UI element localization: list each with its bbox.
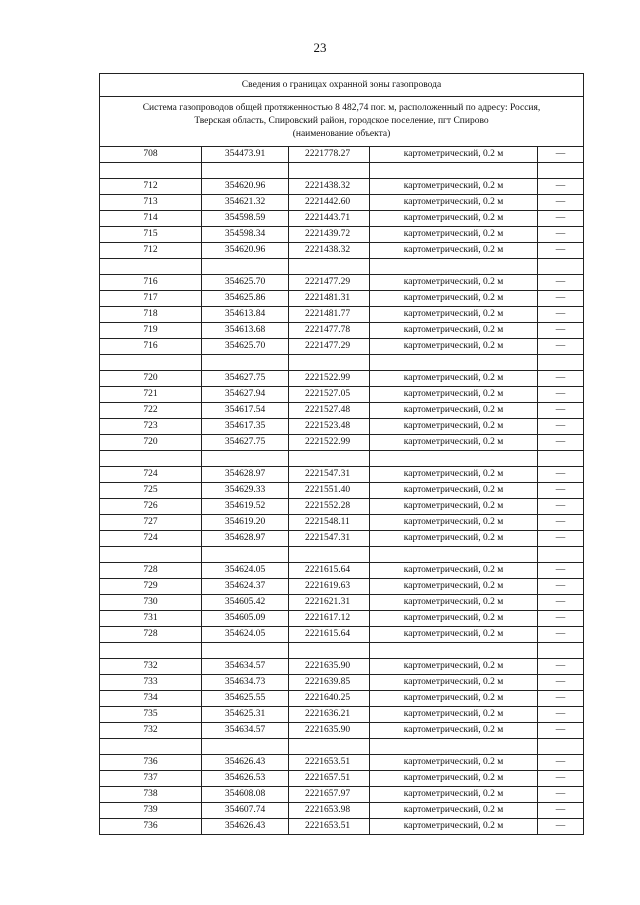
method-cell: картометрический, 0.2 м	[370, 627, 538, 643]
method-cell: картометрический, 0.2 м	[370, 291, 538, 307]
empty-cell	[202, 739, 289, 755]
note-cell: —	[538, 435, 584, 451]
y-coordinate-cell: 2221657.51	[289, 771, 370, 787]
point-number-cell: 731	[100, 611, 202, 627]
note-cell: —	[538, 723, 584, 739]
table-row	[100, 179, 584, 195]
method-cell: картометрический, 0.2 м	[370, 147, 538, 163]
empty-cell	[202, 163, 289, 179]
table-row	[100, 707, 584, 723]
table-row	[100, 307, 584, 323]
note-cell: —	[538, 483, 584, 499]
note-cell: —	[538, 387, 584, 403]
point-number-cell: 720	[100, 435, 202, 451]
note-cell: —	[538, 659, 584, 675]
table-row	[100, 499, 584, 515]
point-number-cell: 721	[100, 387, 202, 403]
y-coordinate-cell: 2221615.64	[289, 563, 370, 579]
empty-cell	[202, 451, 289, 467]
empty-cell	[289, 547, 370, 563]
empty-cell	[289, 643, 370, 659]
table-row	[100, 467, 584, 483]
method-cell: картометрический, 0.2 м	[370, 499, 538, 515]
point-number-cell: 736	[100, 819, 202, 835]
point-number-cell: 727	[100, 515, 202, 531]
x-coordinate-cell: 354621.32	[202, 195, 289, 211]
method-cell: картометрический, 0.2 м	[370, 339, 538, 355]
empty-cell	[202, 259, 289, 275]
y-coordinate-cell: 2221477.29	[289, 339, 370, 355]
table-row	[100, 691, 584, 707]
x-coordinate-cell: 354626.43	[202, 755, 289, 771]
note-cell: —	[538, 611, 584, 627]
point-number-cell: 720	[100, 371, 202, 387]
table-row	[100, 195, 584, 211]
y-coordinate-cell: 2221551.40	[289, 483, 370, 499]
empty-cell	[100, 259, 202, 275]
y-coordinate-cell: 2221653.51	[289, 755, 370, 771]
x-coordinate-cell: 354626.53	[202, 771, 289, 787]
table-row	[100, 403, 584, 419]
table-row	[100, 515, 584, 531]
point-number-cell: 736	[100, 755, 202, 771]
note-cell: —	[538, 579, 584, 595]
description-line-1: Система газопроводов общей протяженностью 8 482,74 пог. м, расположенный по адресу: Россия,	[142, 103, 541, 113]
y-coordinate-cell: 2221477.29	[289, 275, 370, 291]
note-cell: —	[538, 499, 584, 515]
table-row	[100, 611, 584, 627]
y-coordinate-cell: 2221778.27	[289, 147, 370, 163]
note-cell: —	[538, 307, 584, 323]
method-cell: картометрический, 0.2 м	[370, 227, 538, 243]
table-row	[100, 787, 584, 803]
note-cell: —	[538, 787, 584, 803]
page-number: 23	[313, 40, 327, 55]
table-row	[100, 723, 584, 739]
note-cell: —	[538, 323, 584, 339]
empty-cell	[289, 355, 370, 371]
note-cell: —	[538, 403, 584, 419]
y-coordinate-cell: 2221657.97	[289, 787, 370, 803]
point-number-cell: 712	[100, 179, 202, 195]
y-coordinate-cell: 2221617.12	[289, 611, 370, 627]
empty-cell	[538, 451, 584, 467]
y-coordinate-cell: 2221635.90	[289, 659, 370, 675]
table-row	[100, 627, 584, 643]
x-coordinate-cell: 354625.70	[202, 339, 289, 355]
table-row	[100, 371, 584, 387]
empty-cell	[100, 451, 202, 467]
table-row	[100, 675, 584, 691]
table-row	[100, 435, 584, 451]
method-cell: картометрический, 0.2 м	[370, 179, 538, 195]
point-number-cell: 712	[100, 243, 202, 259]
table-row	[100, 323, 584, 339]
x-coordinate-cell: 354605.42	[202, 595, 289, 611]
table-separator-row	[100, 163, 584, 179]
empty-cell	[538, 163, 584, 179]
point-number-cell: 728	[100, 627, 202, 643]
point-number-cell: 723	[100, 419, 202, 435]
note-cell: —	[538, 563, 584, 579]
object-description	[100, 97, 584, 147]
y-coordinate-cell: 2221636.21	[289, 707, 370, 723]
empty-cell	[538, 643, 584, 659]
method-cell: картометрический, 0.2 м	[370, 371, 538, 387]
table-row	[100, 579, 584, 595]
table-separator-row	[100, 355, 584, 371]
y-coordinate-cell: 2221621.31	[289, 595, 370, 611]
x-coordinate-cell: 354607.74	[202, 803, 289, 819]
x-coordinate-cell: 354613.68	[202, 323, 289, 339]
point-number-cell: 732	[100, 723, 202, 739]
x-coordinate-cell: 354598.59	[202, 211, 289, 227]
x-coordinate-cell: 354619.20	[202, 515, 289, 531]
note-cell: —	[538, 755, 584, 771]
x-coordinate-cell: 354634.57	[202, 723, 289, 739]
y-coordinate-cell: 2221527.48	[289, 403, 370, 419]
x-coordinate-cell: 354628.97	[202, 467, 289, 483]
method-cell: картометрический, 0.2 м	[370, 211, 538, 227]
x-coordinate-cell: 354617.35	[202, 419, 289, 435]
y-coordinate-cell: 2221442.60	[289, 195, 370, 211]
empty-cell	[289, 451, 370, 467]
x-coordinate-cell: 354625.70	[202, 275, 289, 291]
method-cell: картометрический, 0.2 м	[370, 195, 538, 211]
empty-cell	[538, 739, 584, 755]
note-cell: —	[538, 803, 584, 819]
method-cell: картометрический, 0.2 м	[370, 275, 538, 291]
empty-cell	[370, 739, 538, 755]
point-number-cell: 729	[100, 579, 202, 595]
method-cell: картометрический, 0.2 м	[370, 755, 538, 771]
y-coordinate-cell: 2221547.31	[289, 467, 370, 483]
note-cell: —	[538, 291, 584, 307]
method-cell: картометрический, 0.2 м	[370, 771, 538, 787]
table-row	[100, 291, 584, 307]
note-cell: —	[538, 771, 584, 787]
note-cell: —	[538, 147, 584, 163]
method-cell: картометрический, 0.2 м	[370, 803, 538, 819]
x-coordinate-cell: 354613.84	[202, 307, 289, 323]
point-number-cell: 708	[100, 147, 202, 163]
table-title: Сведения о границах охранной зоны газопровода	[100, 74, 584, 97]
y-coordinate-cell: 2221527.05	[289, 387, 370, 403]
method-cell: картометрический, 0.2 м	[370, 515, 538, 531]
y-coordinate-cell: 2221438.32	[289, 243, 370, 259]
table-row	[100, 771, 584, 787]
table-row	[100, 483, 584, 499]
point-number-cell: 716	[100, 339, 202, 355]
point-number-cell: 734	[100, 691, 202, 707]
y-coordinate-cell: 2221443.71	[289, 211, 370, 227]
note-cell: —	[538, 179, 584, 195]
note-cell: —	[538, 339, 584, 355]
method-cell: картометрический, 0.2 м	[370, 595, 538, 611]
point-number-cell: 730	[100, 595, 202, 611]
note-cell: —	[538, 243, 584, 259]
point-number-cell: 724	[100, 467, 202, 483]
table-row	[100, 659, 584, 675]
table-row	[100, 819, 584, 835]
empty-cell	[289, 259, 370, 275]
x-coordinate-cell: 354473.91	[202, 147, 289, 163]
x-coordinate-cell: 354598.34	[202, 227, 289, 243]
y-coordinate-cell: 2221523.48	[289, 419, 370, 435]
point-number-cell: 717	[100, 291, 202, 307]
y-coordinate-cell: 2221547.31	[289, 531, 370, 547]
empty-cell	[289, 739, 370, 755]
point-number-cell: 732	[100, 659, 202, 675]
y-coordinate-cell: 2221640.25	[289, 691, 370, 707]
x-coordinate-cell: 354626.43	[202, 819, 289, 835]
empty-cell	[370, 643, 538, 659]
note-cell: —	[538, 691, 584, 707]
x-coordinate-cell: 354624.37	[202, 579, 289, 595]
x-coordinate-cell: 354625.55	[202, 691, 289, 707]
empty-cell	[100, 643, 202, 659]
x-coordinate-cell: 354627.75	[202, 371, 289, 387]
description-line-3: (наименование объекта)	[292, 129, 391, 139]
table-description-row	[100, 97, 584, 147]
point-number-cell: 716	[100, 275, 202, 291]
empty-cell	[100, 547, 202, 563]
y-coordinate-cell: 2221439.72	[289, 227, 370, 243]
y-coordinate-cell: 2221615.64	[289, 627, 370, 643]
empty-cell	[370, 547, 538, 563]
y-coordinate-cell: 2221653.98	[289, 803, 370, 819]
empty-cell	[538, 355, 584, 371]
method-cell: картометрический, 0.2 м	[370, 307, 538, 323]
method-cell: картометрический, 0.2 м	[370, 323, 538, 339]
method-cell: картометрический, 0.2 м	[370, 563, 538, 579]
point-number-cell: 722	[100, 403, 202, 419]
point-number-cell: 718	[100, 307, 202, 323]
x-coordinate-cell: 354634.73	[202, 675, 289, 691]
note-cell: —	[538, 707, 584, 723]
note-cell: —	[538, 227, 584, 243]
table-row	[100, 339, 584, 355]
point-number-cell: 715	[100, 227, 202, 243]
table-row	[100, 211, 584, 227]
empty-cell	[370, 451, 538, 467]
method-cell: картометрический, 0.2 м	[370, 435, 538, 451]
empty-cell	[289, 163, 370, 179]
table-row	[100, 147, 584, 163]
boundary-table	[99, 73, 584, 835]
x-coordinate-cell: 354624.05	[202, 627, 289, 643]
x-coordinate-cell: 354617.54	[202, 403, 289, 419]
table-row	[100, 755, 584, 771]
note-cell: —	[538, 371, 584, 387]
table-row	[100, 419, 584, 435]
empty-cell	[202, 643, 289, 659]
point-number-cell: 739	[100, 803, 202, 819]
table-title-row	[100, 74, 584, 97]
method-cell: картометрический, 0.2 м	[370, 403, 538, 419]
x-coordinate-cell: 354620.96	[202, 243, 289, 259]
point-number-cell: 713	[100, 195, 202, 211]
empty-cell	[538, 547, 584, 563]
table-separator-row	[100, 643, 584, 659]
method-cell: картометрический, 0.2 м	[370, 707, 538, 723]
empty-cell	[370, 163, 538, 179]
point-number-cell: 728	[100, 563, 202, 579]
x-coordinate-cell: 354605.09	[202, 611, 289, 627]
note-cell: —	[538, 211, 584, 227]
note-cell: —	[538, 531, 584, 547]
y-coordinate-cell: 2221619.63	[289, 579, 370, 595]
y-coordinate-cell: 2221477.78	[289, 323, 370, 339]
note-cell: —	[538, 195, 584, 211]
x-coordinate-cell: 354625.31	[202, 707, 289, 723]
empty-cell	[202, 355, 289, 371]
table-row	[100, 531, 584, 547]
method-cell: картометрический, 0.2 м	[370, 419, 538, 435]
y-coordinate-cell: 2221653.51	[289, 819, 370, 835]
empty-cell	[100, 739, 202, 755]
x-coordinate-cell: 354625.86	[202, 291, 289, 307]
x-coordinate-cell: 354634.57	[202, 659, 289, 675]
method-cell: картометрический, 0.2 м	[370, 579, 538, 595]
method-cell: картометрический, 0.2 м	[370, 691, 538, 707]
y-coordinate-cell: 2221522.99	[289, 435, 370, 451]
note-cell: —	[538, 275, 584, 291]
x-coordinate-cell: 354608.08	[202, 787, 289, 803]
note-cell: —	[538, 515, 584, 531]
note-cell: —	[538, 467, 584, 483]
empty-cell	[100, 355, 202, 371]
point-number-cell: 725	[100, 483, 202, 499]
method-cell: картометрический, 0.2 м	[370, 387, 538, 403]
empty-cell	[100, 163, 202, 179]
table-row	[100, 275, 584, 291]
x-coordinate-cell: 354628.97	[202, 531, 289, 547]
method-cell: картометрический, 0.2 м	[370, 819, 538, 835]
note-cell: —	[538, 819, 584, 835]
method-cell: картометрический, 0.2 м	[370, 787, 538, 803]
table-separator-row	[100, 259, 584, 275]
method-cell: картометрический, 0.2 м	[370, 611, 538, 627]
x-coordinate-cell: 354629.33	[202, 483, 289, 499]
x-coordinate-cell: 354627.75	[202, 435, 289, 451]
y-coordinate-cell: 2221552.28	[289, 499, 370, 515]
method-cell: картометрический, 0.2 м	[370, 723, 538, 739]
point-number-cell: 733	[100, 675, 202, 691]
y-coordinate-cell: 2221438.32	[289, 179, 370, 195]
point-number-cell: 724	[100, 531, 202, 547]
table-separator-row	[100, 547, 584, 563]
x-coordinate-cell: 354627.94	[202, 387, 289, 403]
table-row	[100, 243, 584, 259]
empty-cell	[202, 547, 289, 563]
method-cell: картометрический, 0.2 м	[370, 675, 538, 691]
table-row	[100, 563, 584, 579]
method-cell: картометрический, 0.2 м	[370, 467, 538, 483]
y-coordinate-cell: 2221522.99	[289, 371, 370, 387]
empty-cell	[370, 355, 538, 371]
y-coordinate-cell: 2221635.90	[289, 723, 370, 739]
empty-cell	[538, 259, 584, 275]
point-number-cell: 719	[100, 323, 202, 339]
method-cell: картометрический, 0.2 м	[370, 531, 538, 547]
table-separator-row	[100, 451, 584, 467]
note-cell: —	[538, 675, 584, 691]
y-coordinate-cell: 2221548.11	[289, 515, 370, 531]
x-coordinate-cell: 354619.52	[202, 499, 289, 515]
x-coordinate-cell: 354620.96	[202, 179, 289, 195]
table-row	[100, 595, 584, 611]
point-number-cell: 737	[100, 771, 202, 787]
table-row	[100, 803, 584, 819]
note-cell: —	[538, 627, 584, 643]
point-number-cell: 735	[100, 707, 202, 723]
point-number-cell: 726	[100, 499, 202, 515]
table-row	[100, 227, 584, 243]
note-cell: —	[538, 419, 584, 435]
x-coordinate-cell: 354624.05	[202, 563, 289, 579]
method-cell: картометрический, 0.2 м	[370, 483, 538, 499]
table-row	[100, 387, 584, 403]
method-cell: картометрический, 0.2 м	[370, 659, 538, 675]
note-cell: —	[538, 595, 584, 611]
y-coordinate-cell: 2221481.31	[289, 291, 370, 307]
point-number-cell: 714	[100, 211, 202, 227]
point-number-cell: 738	[100, 787, 202, 803]
empty-cell	[370, 259, 538, 275]
method-cell: картометрический, 0.2 м	[370, 243, 538, 259]
y-coordinate-cell: 2221639.85	[289, 675, 370, 691]
table-separator-row	[100, 739, 584, 755]
y-coordinate-cell: 2221481.77	[289, 307, 370, 323]
description-line-2: Тверская область, Спировский район, городское поселение, пгт Спирово	[194, 116, 489, 126]
